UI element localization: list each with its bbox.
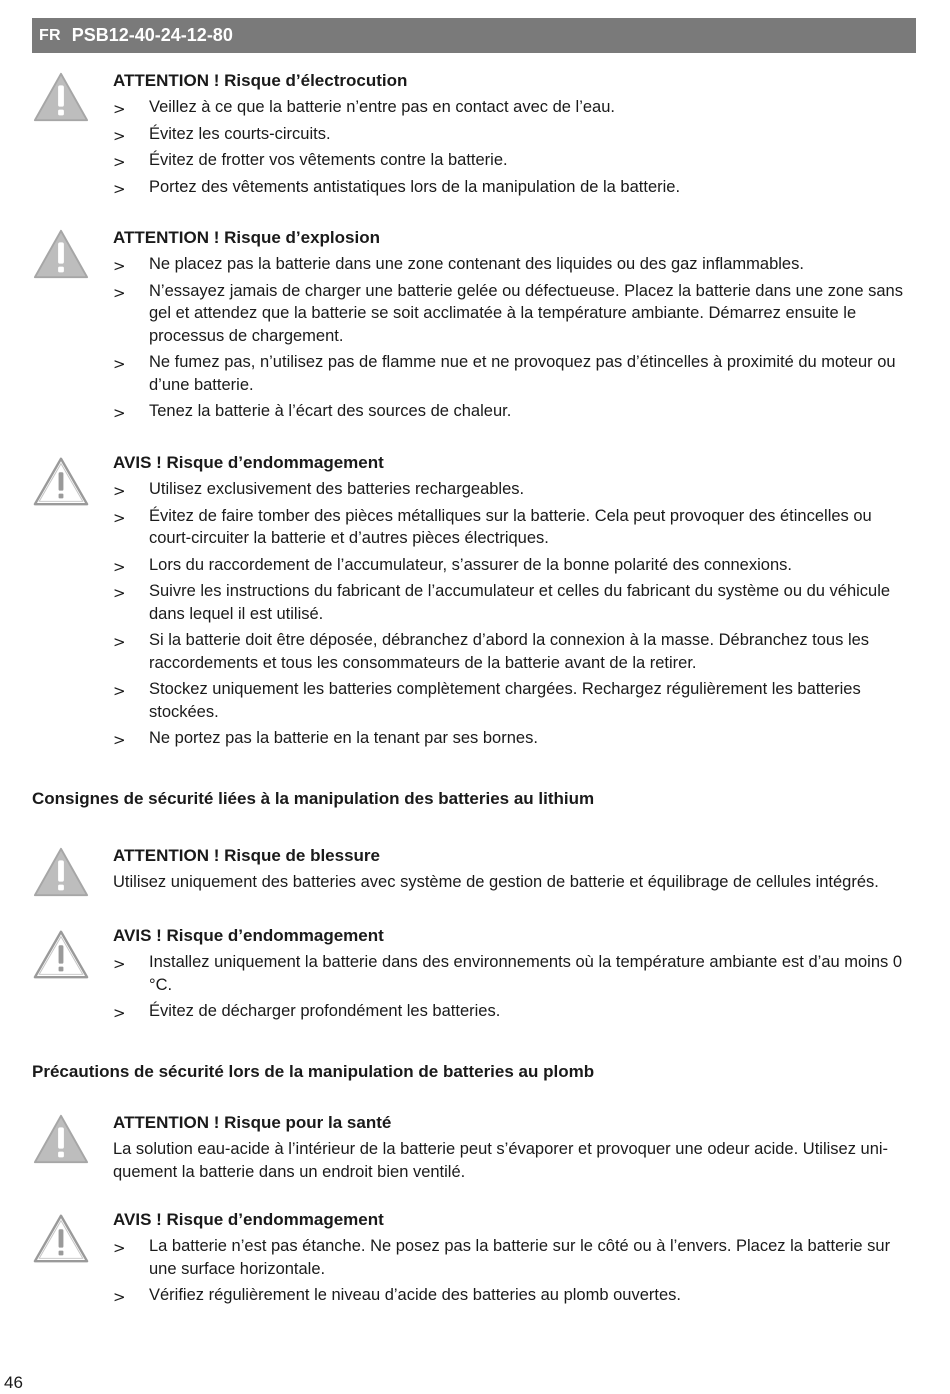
bullet-arrow: > [113, 508, 126, 527]
list-item: > N’essayez jamais de charger une batterie gelée ou défectueuse. Placez la batterie dans une zone sans gel et attendez que la batterie se soit acclimatée à la température ambiante. Démarrez ensuite le processus de chargement. [113, 281, 903, 345]
warning-title: ATTENTION ! Risque d’explosion [113, 228, 380, 247]
notice-block-damage-lithium [32, 925, 916, 1027]
page-header [32, 18, 916, 53]
bullet-arrow: > [113, 584, 126, 602]
list-item: > Si la batterie doit être déposée, débranchez d’abord la connexion à la masse. Débranchez tous les raccordements et tous les consommateurs de la batterie avant de la retirer. [113, 631, 870, 672]
list-item: > Tenez la batterie à l’écart des sources de chaleur. [113, 400, 916, 423]
notice-triangle-outline-icon [32, 927, 90, 981]
bullet-arrow: > [113, 404, 126, 422]
notice-block-damage-lead [32, 1209, 916, 1311]
warning-block-explosion [32, 227, 916, 427]
bullet-arrow: > [113, 682, 126, 700]
bullet-arrow: > [113, 633, 126, 651]
bullet-arrow: > [113, 179, 126, 198]
warning-triangle-icon [32, 227, 90, 281]
list-item: > Lors du raccordement de l’accumulateur, s’assurer de la bonne polarité des connexions. [113, 554, 916, 577]
bullet-arrow: > [113, 731, 126, 749]
warning-text: La solution eau-acide à l’intérieur de la batterie peut s’évaporer et provoquer une odeur acide. Utilisez uni- quement la batterie dans un endroit bien ventilé. [113, 1140, 889, 1181]
notice-triangle-outline-icon [32, 454, 90, 508]
model-number: PSB12-40-24-12-80 [71, 25, 233, 45]
list-item: > Évitez de décharger profondément les batteries. [113, 1000, 916, 1023]
notice-title: AVIS ! Risque d’endommagement [113, 453, 384, 472]
list-item: > Ne portez pas la batterie en la tenant par ses bornes. [113, 727, 916, 750]
page-number: 46 [4, 1373, 23, 1392]
list-item: > Stockez uniquement les batteries complètement chargées. Rechargez régulièrement les batteries stockées. [113, 680, 861, 721]
warning-triangle-icon [32, 70, 90, 124]
list-item: > Ne fumez pas, n’utilisez pas de flamme nue et ne provoquez pas d’étincelles à proximité du moteur ou d’une batterie. [113, 353, 896, 394]
bullet-arrow: > [113, 482, 126, 500]
section-heading-lead: Précautions de sécurité lors de la manipulation de batteries au plomb [32, 1062, 595, 1081]
list-item: > Vérifiez régulièrement le niveau d’acide des batteries au plomb ouvertes. [113, 1284, 916, 1307]
bullet-arrow: > [113, 557, 126, 576]
list-item: > Évitez les courts-circuits. [113, 123, 916, 146]
list-item: > Suivre les instructions du fabricant de l’accumulateur et celles du fabricant du système ou du véhicule dans lequel il est utilisé. [113, 582, 891, 623]
notice-title: AVIS ! Risque d’endommagement [113, 926, 384, 945]
list-item: > Utilisez exclusivement des batteries rechargeables. [113, 478, 916, 501]
bullet-arrow: > [113, 1239, 126, 1257]
warning-title: ATTENTION ! Risque de blessure [113, 846, 381, 865]
warning-block-injury [32, 845, 916, 894]
warning-triangle-icon [32, 845, 90, 899]
bullet-arrow: > [113, 153, 126, 171]
list-item: > Évitez de frotter vos vêtements contre la batterie. [113, 149, 916, 172]
notice-title: AVIS ! Risque d’endommagement [113, 1210, 384, 1229]
warning-block-health [32, 1112, 916, 1183]
list-item: > Ne placez pas la batterie dans une zone contenant des liquides ou des gaz inflammables. [113, 253, 916, 276]
bullet-arrow: > [113, 1004, 126, 1022]
warning-title: ATTENTION ! Risque d’électrocution [113, 71, 408, 90]
language-code: FR [39, 26, 61, 44]
list-item: > Installez uniquement la batterie dans des environnements où la température ambiante est d’au moins 0 °C. [113, 953, 903, 994]
bullet-arrow: > [113, 355, 126, 373]
bullet-arrow: > [113, 283, 126, 302]
list-item: > Veillez à ce que la batterie n’entre pas en contact avec de l’eau. [113, 96, 916, 119]
list-item: > Évitez de faire tomber des pièces métalliques sur la batterie. Cela peut provoquer des étincelles ou court-circuiter la batterie et d’autres pièces électriques. [113, 506, 872, 547]
warning-block-electrocution [32, 70, 916, 202]
notice-block-damage [32, 452, 916, 754]
list-item: > La batterie n’est pas étanche. Ne posez pas la batterie sur le côté ou à l’envers. Placez la batterie sur une surface horizontale. [113, 1237, 891, 1278]
bullet-arrow: > [113, 955, 126, 973]
bullet-arrow: > [113, 257, 126, 275]
notice-triangle-outline-icon [32, 1211, 90, 1265]
bullet-arrow: > [113, 126, 126, 145]
bullet-arrow: > [113, 1288, 126, 1306]
warning-text: Utilisez uniquement des batteries avec système de gestion de batterie et équilibrage de cellules intégrés. [113, 873, 879, 891]
warning-triangle-icon [32, 1112, 90, 1166]
warning-title: ATTENTION ! Risque pour la santé [113, 1113, 392, 1132]
list-item: > Portez des vêtements antistatiques lors de la manipulation de la batterie. [113, 176, 916, 199]
bullet-arrow: > [113, 100, 126, 118]
section-heading-lithium: Consignes de sécurité liées à la manipulation des batteries au lithium [32, 789, 595, 808]
